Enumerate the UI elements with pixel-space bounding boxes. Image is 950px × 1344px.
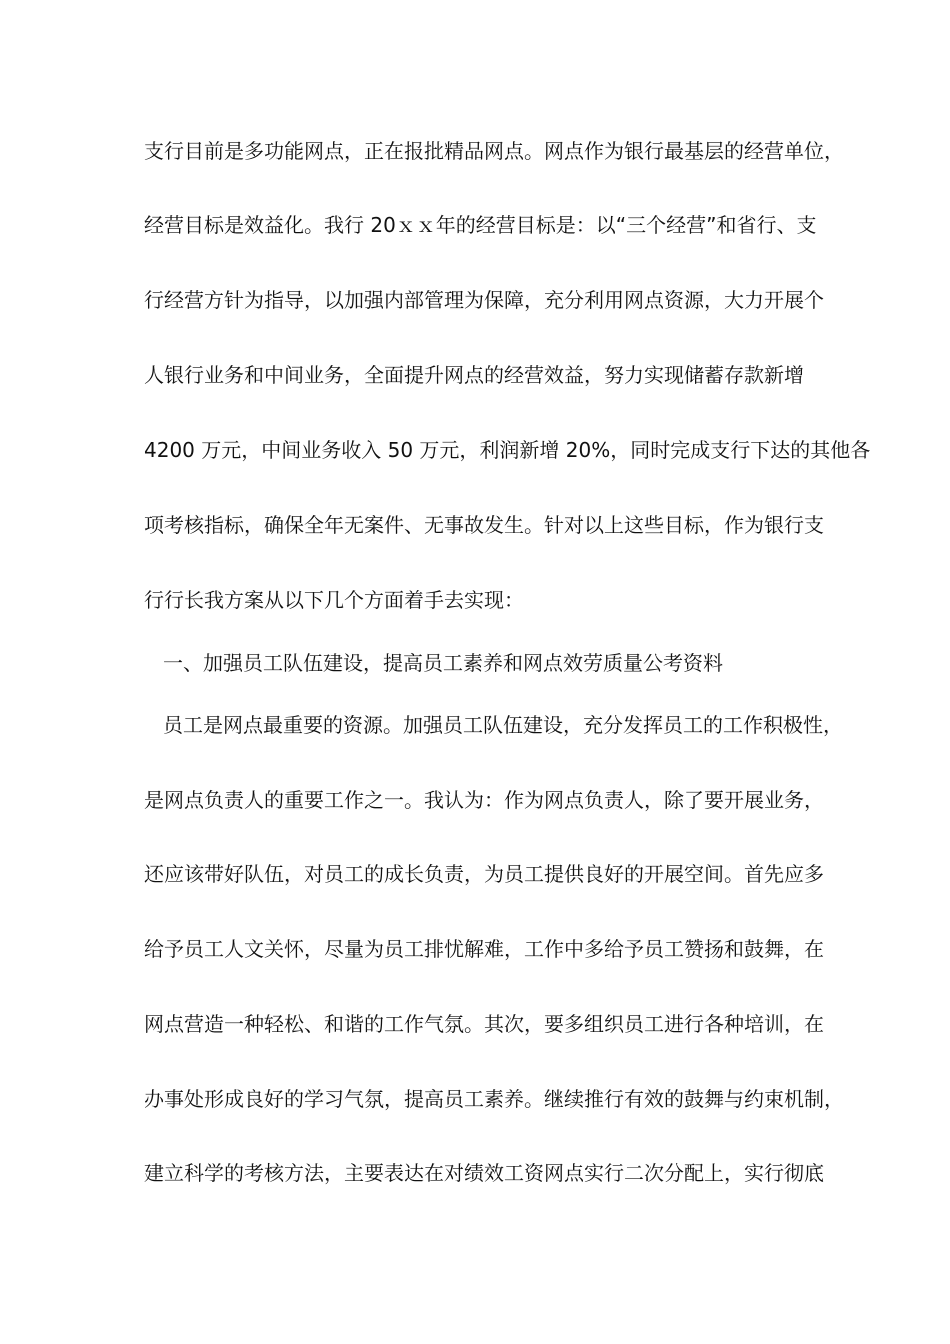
paragraph-line: 人银行业务和中间业务，全面提升网点的经营效益，努力实现储蓄存款新增	[144, 363, 804, 387]
paragraph-line: 给予员工人文关怀，尽量为员工排忧解难，工作中多给予员工赞扬和鼓舞，在	[144, 937, 824, 961]
paragraph-line: 办事处形成良好的学习气氛，提高员工素养。继续推行有效的鼓舞与约束机制，	[144, 1087, 844, 1111]
paragraph-line: 员工是网点最重要的资源。加强员工队伍建设，充分发挥员工的工作积极性，	[163, 713, 843, 737]
paragraph-line: 是网点负责人的重要工作之一。我认为：作为网点负责人，除了要开展业务，	[144, 788, 824, 812]
paragraph-line: 建立科学的考核方法，主要表达在对绩效工资网点实行二次分配上，实行彻底	[144, 1161, 824, 1185]
paragraph-line: 行行长我方案从以下几个方面着手去实现：	[144, 588, 524, 612]
section-heading: 一、加强员工队伍建设，提高员工素养和网点效劳质量公考资料	[163, 651, 723, 675]
paragraph-line: 支行目前是多功能网点，正在报批精品网点。网点作为银行最基层的经营单位，	[144, 139, 844, 163]
paragraph-line: 4200 万元，中间业务收入 50 万元，利润新增 20%，同时完成支行下达的其他各	[144, 438, 871, 462]
paragraph-line: 行经营方针为指导，以加强内部管理为保障，充分利用网点资源，大力开展个	[144, 288, 824, 312]
paragraph-line: 还应该带好队伍，对员工的成长负责，为员工提供良好的开展空间。首先应多	[144, 862, 824, 886]
paragraph-line: 项考核指标，确保全年无案件、无事故发生。针对以上这些目标，作为银行支	[144, 513, 824, 537]
paragraph-line: 经营目标是效益化。我行 20ｘｘ年的经营目标是：以“三个经营”和省行、支	[144, 213, 817, 237]
paragraph-line: 网点营造一种轻松、和谐的工作气氛。其次，要多组织员工进行各种培训，在	[144, 1012, 824, 1036]
